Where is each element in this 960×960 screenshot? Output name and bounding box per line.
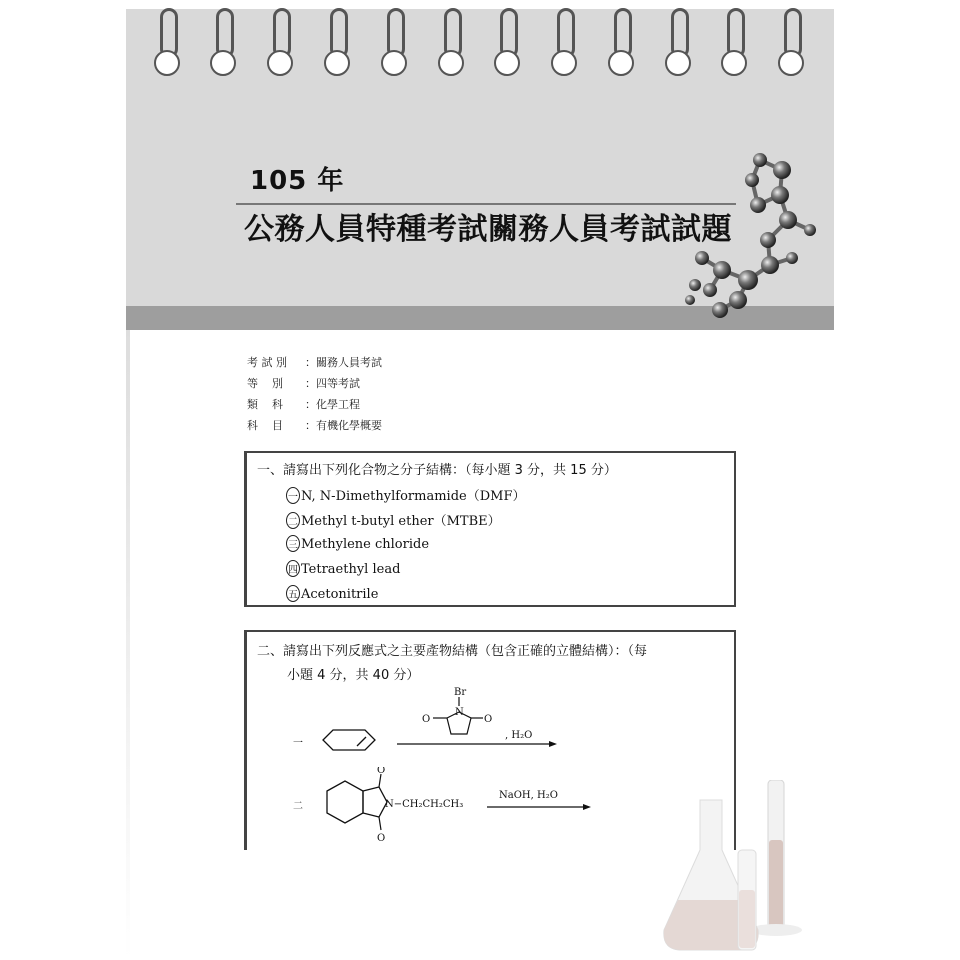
carbonyl-bond <box>379 817 381 830</box>
nbs-o1-label: O <box>422 714 431 725</box>
double-bond <box>357 737 366 746</box>
reaction-number: 一 <box>293 738 303 749</box>
item-text: N, N-Dimethylformamide（DMF） <box>301 489 526 504</box>
list-item <box>286 585 378 602</box>
list-item <box>286 485 525 504</box>
nbs-o2-label: O <box>484 714 493 725</box>
question-heading: 二、請寫出下列反應式之主要產物結構（包含正確的立體結構）：（每 <box>257 644 648 659</box>
question-heading: 一、請寫出下列化合物之分子結構：（每小題 3 分，共 15 分） <box>257 463 617 478</box>
question-heading-cont: 小題 4 分，共 40 分） <box>287 668 420 683</box>
ring-icon <box>154 50 180 76</box>
phthalimide-o-top: O <box>377 767 386 776</box>
reaction-condition: , H₂O <box>505 730 533 741</box>
item-number: 一 <box>286 487 300 504</box>
ring-icon <box>267 50 293 76</box>
meta-label: 類 科 <box>247 398 283 411</box>
phthalimide-substituent: N−CH₂CH₂CH₃ <box>385 799 464 810</box>
nbs-br-label: Br <box>454 687 467 698</box>
ring-icon <box>210 50 236 76</box>
ring-icon <box>381 50 407 76</box>
item-text: Tetraethyl lead <box>301 562 401 577</box>
exam-year: 105 年 <box>250 166 345 196</box>
question-1 <box>244 451 736 607</box>
ring-icon <box>438 50 464 76</box>
meta-value: 四等考試 <box>316 377 360 390</box>
ring-icon <box>494 50 520 76</box>
meta-label: 等 別 <box>247 377 283 390</box>
arrow-head-icon <box>549 741 557 747</box>
meta-label: 科 目 <box>247 419 283 432</box>
meta-row: 類 科 ：化學工程 <box>247 395 360 415</box>
item-number: 四 <box>286 560 300 577</box>
ring-icon <box>778 50 804 76</box>
meta-value: 化學工程 <box>316 398 360 411</box>
item-number: 二 <box>286 512 300 529</box>
meta-row: 科 目 ：有機化學概要 <box>247 416 382 436</box>
list-item <box>286 510 501 529</box>
item-number: 三 <box>286 535 300 552</box>
phthalimide-o-bottom: O <box>377 833 386 844</box>
meta-row: 等 別 ：四等考試 <box>247 374 360 394</box>
ring-icon <box>608 50 634 76</box>
ring-icon <box>665 50 691 76</box>
reaction-1-diagram <box>247 682 737 762</box>
meta-label: 考 試 別 <box>247 356 287 369</box>
ring-icon <box>324 50 350 76</box>
meta-value: 關務人員考試 <box>316 356 382 369</box>
list-item <box>286 535 429 552</box>
item-text: Methyl t-butyl ether（MTBE） <box>301 514 501 529</box>
list-item <box>286 560 400 577</box>
nbs-n-label: N <box>455 707 464 718</box>
page-edge <box>126 330 130 960</box>
meta-value: 有機化學概要 <box>316 419 382 432</box>
molecule-model-icon <box>660 140 830 330</box>
imide-ring-icon <box>363 787 387 817</box>
arrow-head-icon <box>583 804 591 810</box>
reaction-number: 二 <box>293 801 303 812</box>
cyclohexene-icon <box>323 730 375 750</box>
reaction-condition: NaOH, H₂O <box>499 790 558 801</box>
item-number: 五 <box>286 585 300 602</box>
ring-icon <box>721 50 747 76</box>
benzene-ring-icon <box>327 781 363 823</box>
item-text: Acetonitrile <box>301 587 379 602</box>
lab-glassware-icon <box>660 780 840 960</box>
item-text: Methylene chloride <box>301 537 430 552</box>
exam-title: 公務人員特種考試關務人員考試試題 <box>244 212 732 247</box>
meta-row: 考 試 別 ：關務人員考試 <box>247 353 382 373</box>
ring-icon <box>551 50 577 76</box>
